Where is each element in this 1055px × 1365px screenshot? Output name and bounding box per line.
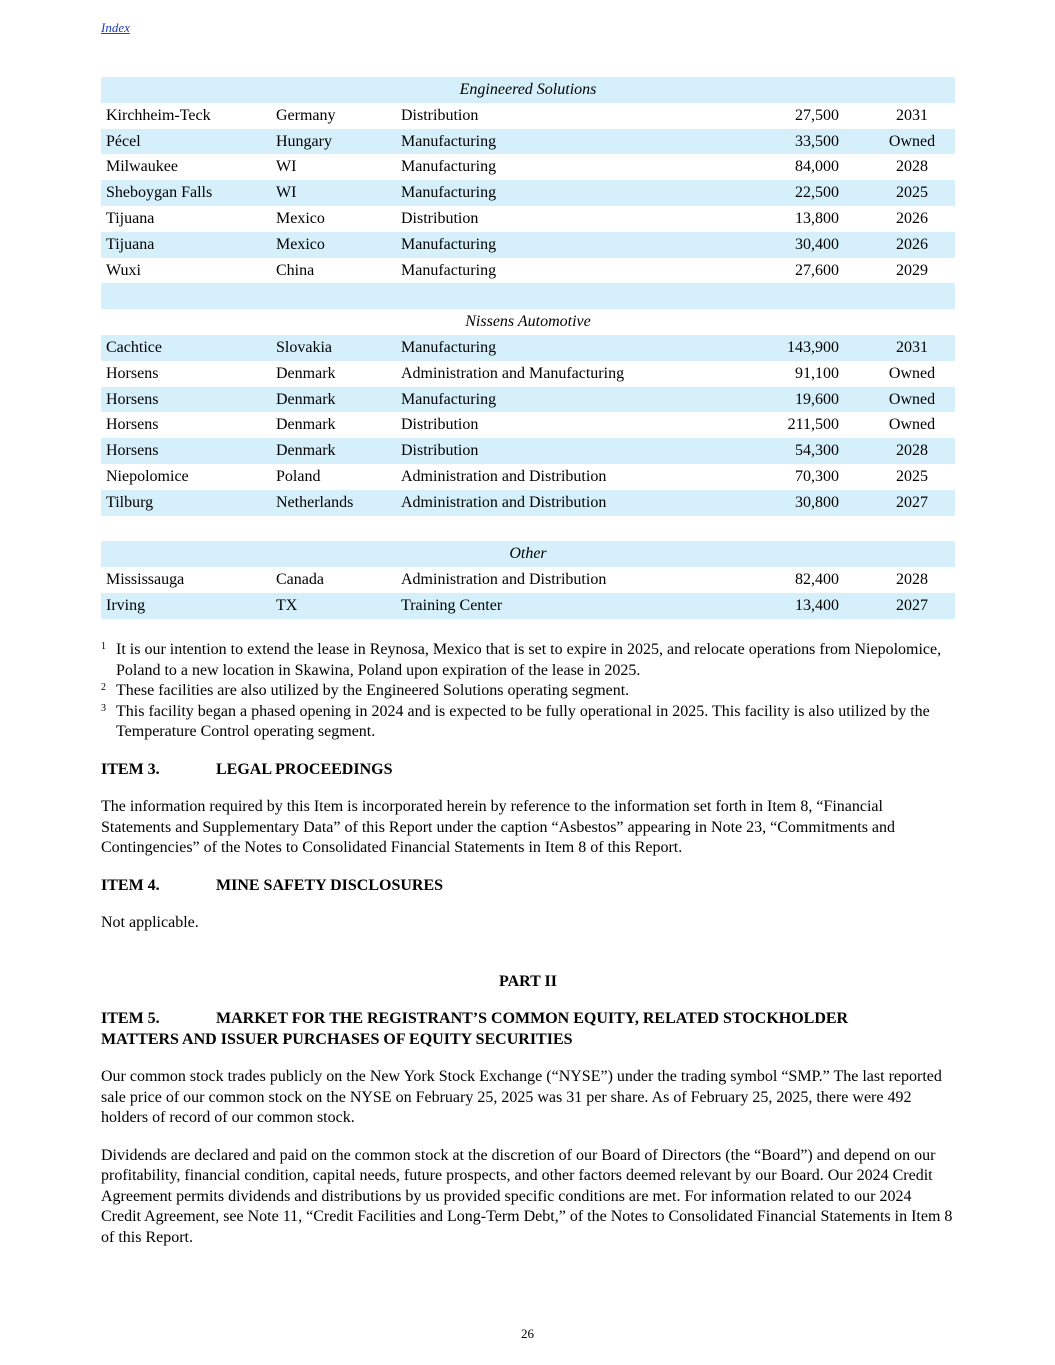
spacer-row [101,283,955,309]
document-body [101,640,955,1248]
table-row [101,180,955,206]
sqft-cell: 30,400 [736,232,869,258]
country-cell: Mexico [271,232,396,258]
sqft-cell: 13,400 [736,593,869,619]
item3-body: The information required by this Item is incorporated herein by reference to the information set forth in Item 8, “Financial Statements and Supplementary Data” of this Report under the caption “Asbestos” appearing in Note 23, “Commitments and Contingencies” of the Notes to Consolidated Financial Statements in Item 8 of this Report. [101,798,896,856]
city-cell: Kirchheim-Teck [106,106,211,124]
sqft-cell: 54,300 [736,438,869,464]
expires-cell: 2027 [869,593,955,619]
expires-cell: 2028 [896,158,929,176]
country-cell: China [276,261,315,279]
table-row [101,464,955,490]
city-cell: Niepolomice [106,467,189,485]
item4-heading [101,876,955,897]
table-row [101,335,955,361]
country-cell: Hungary [271,129,396,155]
expires-cell: 2026 [869,232,955,258]
country-cell: Poland [276,467,321,485]
item5-paragraph-1: Our common stock trades publicly on the New York Stock Exchange (“NYSE”) under the trading symbol “SMP.” The last reported sale price of our common stock on the NYSE on February 25, 2025 was 31 per share. As of February 25, 2025, there were 492 holders of record of our common stock. [101,1068,942,1126]
footnote-text: This facility began a phased opening in 2024 and is expected to be fully operational in 2025. This facility is also utilized by the Temperature Control operating segment. [116,702,930,740]
sqft-cell: 33,500 [736,129,869,155]
use-cell: Manufacturing [396,232,736,258]
city-cell: Mississauga [106,571,185,589]
city-cell: Wuxi [106,261,141,279]
city-cell: Cachtice [101,335,271,361]
city-cell: Tijuana [106,209,155,227]
expires-cell: Owned [888,364,936,382]
expires-cell: Owned [869,387,955,413]
city-cell: Horsens [101,387,271,413]
expires-cell: 2026 [896,209,929,227]
use-cell: Manufacturing [401,158,497,176]
use-cell: Manufacturing [396,180,736,206]
segment-header-row [101,77,955,103]
index-link[interactable]: Index [101,20,130,35]
country-cell: Denmark [271,438,396,464]
sqft-cell: 30,800 [736,490,869,516]
table-row [101,567,955,593]
use-cell: Manufacturing [396,335,736,361]
city-cell: Horsens [106,364,159,382]
item-number: ITEM 5. [101,1010,160,1027]
sqft-cell: 143,900 [736,335,869,361]
use-cell: Manufacturing [396,387,736,413]
footnote-mark: 3 [101,702,106,714]
footnote [101,681,955,702]
item-number: ITEM 3. [101,760,160,778]
table-row [101,593,955,619]
expires-cell: 2028 [896,571,929,589]
sqft-cell: 70,300 [795,467,840,485]
expires-cell: 2029 [896,261,929,279]
sqft-cell: 211,500 [787,416,840,434]
sqft-cell: 82,400 [795,571,840,589]
table-row [101,438,955,464]
segment-header-row [101,541,955,567]
sqft-cell: 19,600 [736,387,869,413]
country-cell: Netherlands [271,490,396,516]
expires-cell: Owned [888,416,936,434]
use-cell: Administration and Manufacturing [401,364,625,382]
use-cell: Distribution [401,106,479,124]
table-row [101,206,955,232]
country-cell: WI [271,180,396,206]
country-cell: Denmark [276,416,336,434]
city-cell: Horsens [106,416,159,434]
use-cell: Training Center [396,593,736,619]
country-cell: Slovakia [271,335,396,361]
city-cell: Sheboygan Falls [101,180,271,206]
sqft-cell: 91,100 [795,364,840,382]
use-cell: Manufacturing [401,261,497,279]
city-cell: Pécel [101,129,271,155]
expires-cell: 2025 [896,467,929,485]
footnote [101,702,955,743]
table-row [101,154,955,180]
part-title: PART II [499,972,557,990]
table-row [101,387,955,413]
sqft-cell: 13,800 [795,209,840,227]
item3-heading [101,760,955,781]
sqft-cell: 27,600 [795,261,840,279]
expires-cell: Owned [869,129,955,155]
footnote [101,640,955,681]
country-cell: TX [271,593,396,619]
use-cell: Administration and Distribution [396,490,736,516]
table-row [101,129,955,155]
segment-header-row [101,309,955,335]
use-cell: Distribution [396,438,736,464]
use-cell: Distribution [401,209,479,227]
expires-cell: 2025 [869,180,955,206]
city-cell: Tijuana [101,232,271,258]
expires-cell: 2028 [869,438,955,464]
sqft-cell: 84,000 [795,158,840,176]
item-title: MINE SAFETY DISCLOSURES [216,876,444,894]
city-cell: Milwaukee [106,158,178,176]
country-cell: Denmark [276,364,336,382]
expires-cell: 2031 [869,335,955,361]
item4-body: Not applicable. [101,914,199,931]
spacer-row [101,516,955,542]
expires-cell: 2027 [869,490,955,516]
properties-table [101,77,955,619]
table-row [101,490,955,516]
use-cell: Administration and Distribution [401,571,607,589]
table-row [101,258,955,284]
use-cell: Administration and Distribution [401,467,607,485]
sqft-cell: 22,500 [736,180,869,206]
country-cell: Germany [276,106,336,124]
city-cell: Tilburg [101,490,271,516]
country-cell: Canada [276,571,324,589]
country-cell: Denmark [271,387,396,413]
footnote-mark: 2 [101,682,106,693]
city-cell: Horsens [101,438,271,464]
segment-title: Other [101,541,955,567]
footnote-text: It is our intention to extend the lease in Reynosa, Mexico that is set to expire in 2025, and relocate operations from Niepolomice, Poland to a new location in Skawina, Poland upon expiration of the lease in 2025. [116,641,942,679]
use-cell: Distribution [401,416,479,434]
segment-title: Nissens Automotive [465,313,591,331]
country-cell: WI [276,158,297,176]
city-cell: Irving [101,593,271,619]
page-number: 26 [521,1326,534,1341]
item-title-line1: MARKET FOR THE REGISTRANT’S COMMON EQUITY, RELATED STOCKHOLDER [216,1010,849,1027]
table-row [101,412,955,438]
use-cell: Manufacturing [396,129,736,155]
footnote-mark: 1 [101,641,106,652]
item-number: ITEM 4. [101,876,160,894]
expires-cell: 2031 [896,106,929,124]
footnote-text: These facilities are also utilized by the Engineered Solutions operating segment. [116,682,630,699]
sqft-cell: 27,500 [795,106,840,124]
segment-title: Engineered Solutions [101,77,955,103]
item5-paragraph-2: Dividends are declared and paid on the common stock at the discretion of our Board of Directors (the “Board”) and depend on our profitability, financial condition, capital needs, future prospects, and other factors deemed relevant by our Board. Our 2024 Credit Agreement permits dividends and distributions by us provided specific conditions are met. For information related to our 2024 Credit Agreement, see Note 11, “Credit Facilities and Long-Term Debt,” of the Notes to Consolidated Financial Statements in Item 8 of this Report. [101,1146,953,1246]
country-cell: Mexico [276,209,325,227]
table-row [101,232,955,258]
item5-heading [101,1009,955,1050]
item-title-line2: MATTERS AND ISSUER PURCHASES OF EQUITY SECURITIES [101,1030,573,1048]
table-row [101,103,955,129]
item-title: LEGAL PROCEEDINGS [216,760,393,778]
table-row [101,361,955,387]
